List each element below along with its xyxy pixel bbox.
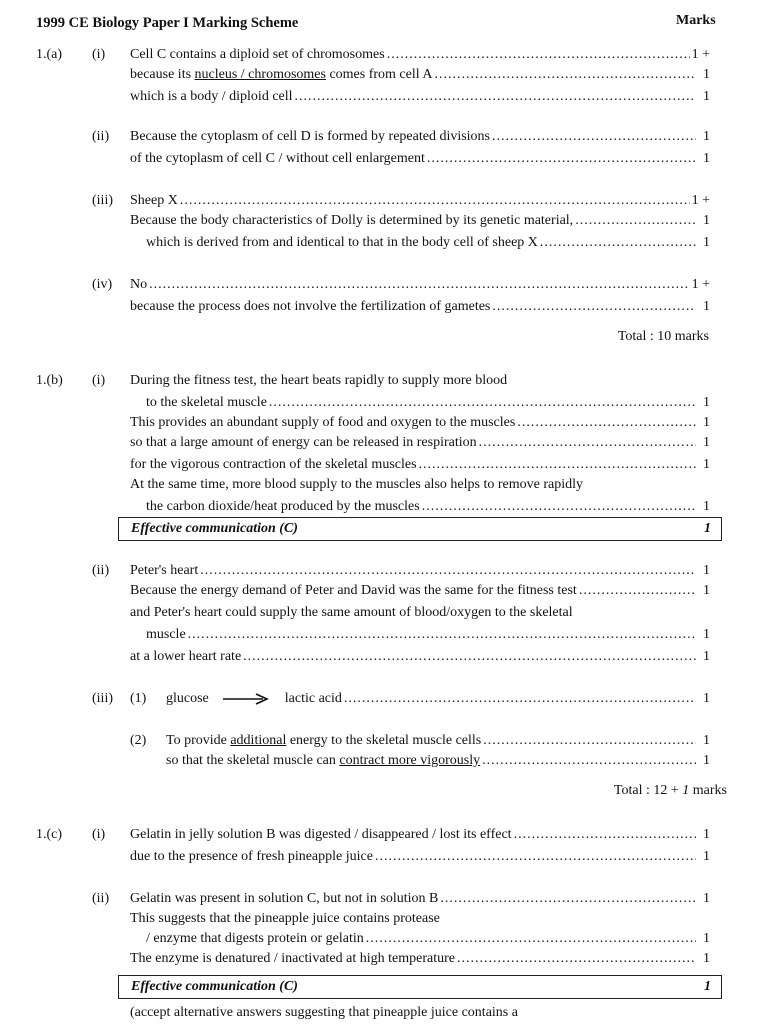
mark-value: 1 bbox=[703, 827, 710, 842]
leader-dots bbox=[149, 276, 689, 294]
answer-line bbox=[130, 212, 710, 230]
answer-line bbox=[130, 88, 710, 106]
answer-line bbox=[166, 690, 710, 708]
subpart-number: (1) bbox=[130, 691, 147, 706]
answer-text: muscle bbox=[146, 627, 186, 642]
effective-communication-label: Effective communication (C) bbox=[131, 979, 298, 994]
mark-value: 1 bbox=[703, 415, 710, 430]
mark-value: 1 bbox=[703, 235, 710, 250]
answer-line bbox=[146, 626, 710, 644]
answer-text: because its nucleus / chromosomes comes from cell A bbox=[130, 67, 433, 82]
answer-line bbox=[130, 192, 710, 210]
leader-dots bbox=[492, 298, 696, 316]
leader-dots bbox=[295, 88, 696, 106]
mark-value: 1 bbox=[704, 521, 711, 536]
leader-dots bbox=[243, 648, 696, 666]
leader-dots bbox=[188, 626, 696, 644]
mark-value: 1 bbox=[703, 457, 710, 472]
answer-line bbox=[130, 950, 710, 968]
answer-line bbox=[166, 732, 710, 750]
answer-line bbox=[146, 498, 710, 516]
answer-text: of the cytoplasm of cell C / without cell enlargement bbox=[130, 151, 425, 166]
answer-line bbox=[130, 128, 710, 146]
leader-dots bbox=[366, 930, 696, 948]
answer-text: The enzyme is denatured / inactivated at high temperature bbox=[130, 951, 455, 966]
mark-value: 1 bbox=[703, 395, 710, 410]
effective-communication-label: Effective communication (C) bbox=[131, 521, 298, 536]
answer-line bbox=[166, 752, 710, 770]
part-number: (i) bbox=[92, 827, 106, 842]
question-label: 1.(a) bbox=[36, 47, 63, 62]
leader-dots bbox=[375, 848, 696, 866]
mark-value: 1 bbox=[703, 583, 710, 598]
mark-value: 1 + bbox=[691, 47, 710, 62]
leader-dots bbox=[540, 234, 696, 252]
leader-dots bbox=[387, 46, 690, 64]
mark-value: 1 bbox=[703, 891, 710, 906]
section-total: Total : 12 + 1 marks bbox=[613, 783, 727, 798]
mark-value: 1 bbox=[703, 129, 710, 144]
leader-dots bbox=[269, 394, 696, 412]
mark-value: 1 bbox=[703, 649, 710, 664]
leader-dots bbox=[483, 732, 696, 750]
answer-text: During the fitness test, the heart beats rapidly to supply more blood bbox=[130, 373, 508, 388]
mark-value: 1 bbox=[703, 151, 710, 166]
answer-text: This suggests that the pineapple juice contains protease bbox=[130, 911, 440, 926]
mark-value: 1 bbox=[703, 951, 710, 966]
answer-text: Sheep X bbox=[130, 193, 178, 208]
answer-text: so that the skeletal muscle can contract more vigorously bbox=[166, 753, 481, 768]
answer-text: and Peter's heart could supply the same amount of blood/oxygen to the skeletal bbox=[130, 605, 573, 620]
answer-text: To provide additional energy to the skeletal muscle cells bbox=[166, 733, 482, 748]
answer-line bbox=[130, 826, 710, 844]
leader-dots bbox=[434, 66, 696, 84]
part-number: (iii) bbox=[92, 193, 113, 208]
mark-value: 1 bbox=[703, 753, 710, 768]
part-number: (ii) bbox=[92, 891, 110, 906]
leader-dots bbox=[440, 890, 696, 908]
answer-line bbox=[130, 848, 710, 866]
leader-dots bbox=[492, 128, 696, 146]
answer-text: Because the energy demand of Peter and David was the same for the fitness test bbox=[130, 583, 577, 598]
answer-line bbox=[146, 394, 710, 412]
mark-value: 1 bbox=[704, 979, 711, 994]
answer-line bbox=[130, 298, 710, 316]
answer-line bbox=[130, 562, 710, 580]
answer-line bbox=[130, 276, 710, 294]
mark-value: 1 bbox=[703, 627, 710, 642]
leader-dots bbox=[180, 192, 690, 210]
answer-text: This provides an abundant supply of food and oxygen to the muscles bbox=[130, 415, 516, 430]
question-label: 1.(c) bbox=[36, 827, 63, 842]
answer-text: At the same time, more blood supply to the muscles also helps to remove rapidly bbox=[130, 477, 583, 492]
mark-value: 1 + bbox=[691, 193, 710, 208]
answer-text: Peter's heart bbox=[130, 563, 199, 578]
section-total: Total : 10 marks bbox=[617, 329, 709, 344]
leader-dots bbox=[575, 212, 696, 230]
subpart-number: (2) bbox=[130, 733, 147, 748]
mark-value: 1 + bbox=[691, 277, 710, 292]
part-number: (ii) bbox=[92, 563, 110, 578]
answer-text: for the vigorous contraction of the skeletal muscles bbox=[130, 457, 417, 472]
part-number: (iii) bbox=[92, 691, 113, 706]
answer-text: Gelatin in jelly solution B was digested / disappeared / lost its effect bbox=[130, 827, 512, 842]
mark-value: 1 bbox=[703, 299, 710, 314]
answer-line bbox=[130, 150, 710, 168]
question-label: 1.(b) bbox=[36, 373, 63, 388]
answer-text: due to the presence of fresh pineapple juice bbox=[130, 849, 373, 864]
mark-value: 1 bbox=[703, 563, 710, 578]
mark-value: 1 bbox=[703, 733, 710, 748]
mark-value: 1 bbox=[703, 691, 710, 706]
answer-line bbox=[130, 890, 710, 908]
answer-text: to the skeletal muscle bbox=[146, 395, 267, 410]
effective-communication-box bbox=[118, 517, 722, 541]
answer-text: / enzyme that digests protein or gelatin bbox=[146, 931, 364, 946]
leader-dots bbox=[457, 950, 696, 968]
answer-text: the carbon dioxide/heat produced by the muscles bbox=[146, 499, 420, 514]
product-label: lactic acid bbox=[284, 691, 342, 706]
leader-dots bbox=[427, 150, 696, 168]
marks-column-header: Marks bbox=[676, 13, 716, 28]
answer-line bbox=[130, 648, 710, 666]
answer-line bbox=[146, 930, 710, 948]
answer-text: Gelatin was present in solution C, but not in solution B bbox=[130, 891, 439, 906]
part-number: (ii) bbox=[92, 129, 110, 144]
leader-dots bbox=[422, 498, 696, 516]
answer-text: which is a body / diploid cell bbox=[130, 89, 293, 104]
mark-value: 1 bbox=[703, 89, 710, 104]
answer-line bbox=[130, 434, 710, 452]
answer-line bbox=[130, 414, 710, 432]
effective-communication-box bbox=[118, 975, 722, 999]
leader-dots bbox=[200, 562, 696, 580]
answer-text: No bbox=[130, 277, 148, 292]
leader-dots bbox=[579, 582, 696, 600]
answer-text: Because the cytoplasm of cell D is formed by repeated divisions bbox=[130, 129, 491, 144]
note-text: (accept alternative answers suggesting that pineapple juice contains a bbox=[130, 1005, 518, 1020]
part-number: (iv) bbox=[92, 277, 113, 292]
reactant-label: glucose bbox=[166, 691, 209, 706]
answer-line bbox=[130, 456, 710, 474]
answer-text: which is derived from and identical to that in the body cell of sheep X bbox=[146, 235, 538, 250]
part-number: (i) bbox=[92, 373, 106, 388]
answer-text bbox=[166, 690, 342, 708]
leader-dots bbox=[517, 414, 696, 432]
mark-value: 1 bbox=[703, 435, 710, 450]
leader-dots bbox=[479, 434, 696, 452]
mark-value: 1 bbox=[703, 67, 710, 82]
leader-dots bbox=[344, 690, 696, 708]
answer-line bbox=[146, 234, 710, 252]
mark-value: 1 bbox=[703, 213, 710, 228]
right-arrow-icon bbox=[223, 690, 269, 708]
answer-line bbox=[130, 582, 710, 600]
leader-dots bbox=[482, 752, 696, 770]
document-title: 1999 CE Biology Paper I Marking Scheme bbox=[36, 15, 299, 31]
leader-dots bbox=[514, 826, 696, 844]
answer-text: so that a large amount of energy can be released in respiration bbox=[130, 435, 477, 450]
mark-value: 1 bbox=[703, 499, 710, 514]
answer-line bbox=[130, 66, 710, 84]
mark-value: 1 bbox=[703, 849, 710, 864]
answer-line bbox=[130, 46, 710, 64]
answer-text: at a lower heart rate bbox=[130, 649, 242, 664]
answer-text: Cell C contains a diploid set of chromosomes bbox=[130, 47, 385, 62]
part-number: (i) bbox=[92, 47, 106, 62]
answer-text: because the process does not involve the fertilization of gametes bbox=[130, 299, 491, 314]
leader-dots bbox=[419, 456, 696, 474]
answer-text: Because the body characteristics of Dolly is determined by its genetic material, bbox=[130, 213, 574, 228]
mark-value: 1 bbox=[703, 931, 710, 946]
